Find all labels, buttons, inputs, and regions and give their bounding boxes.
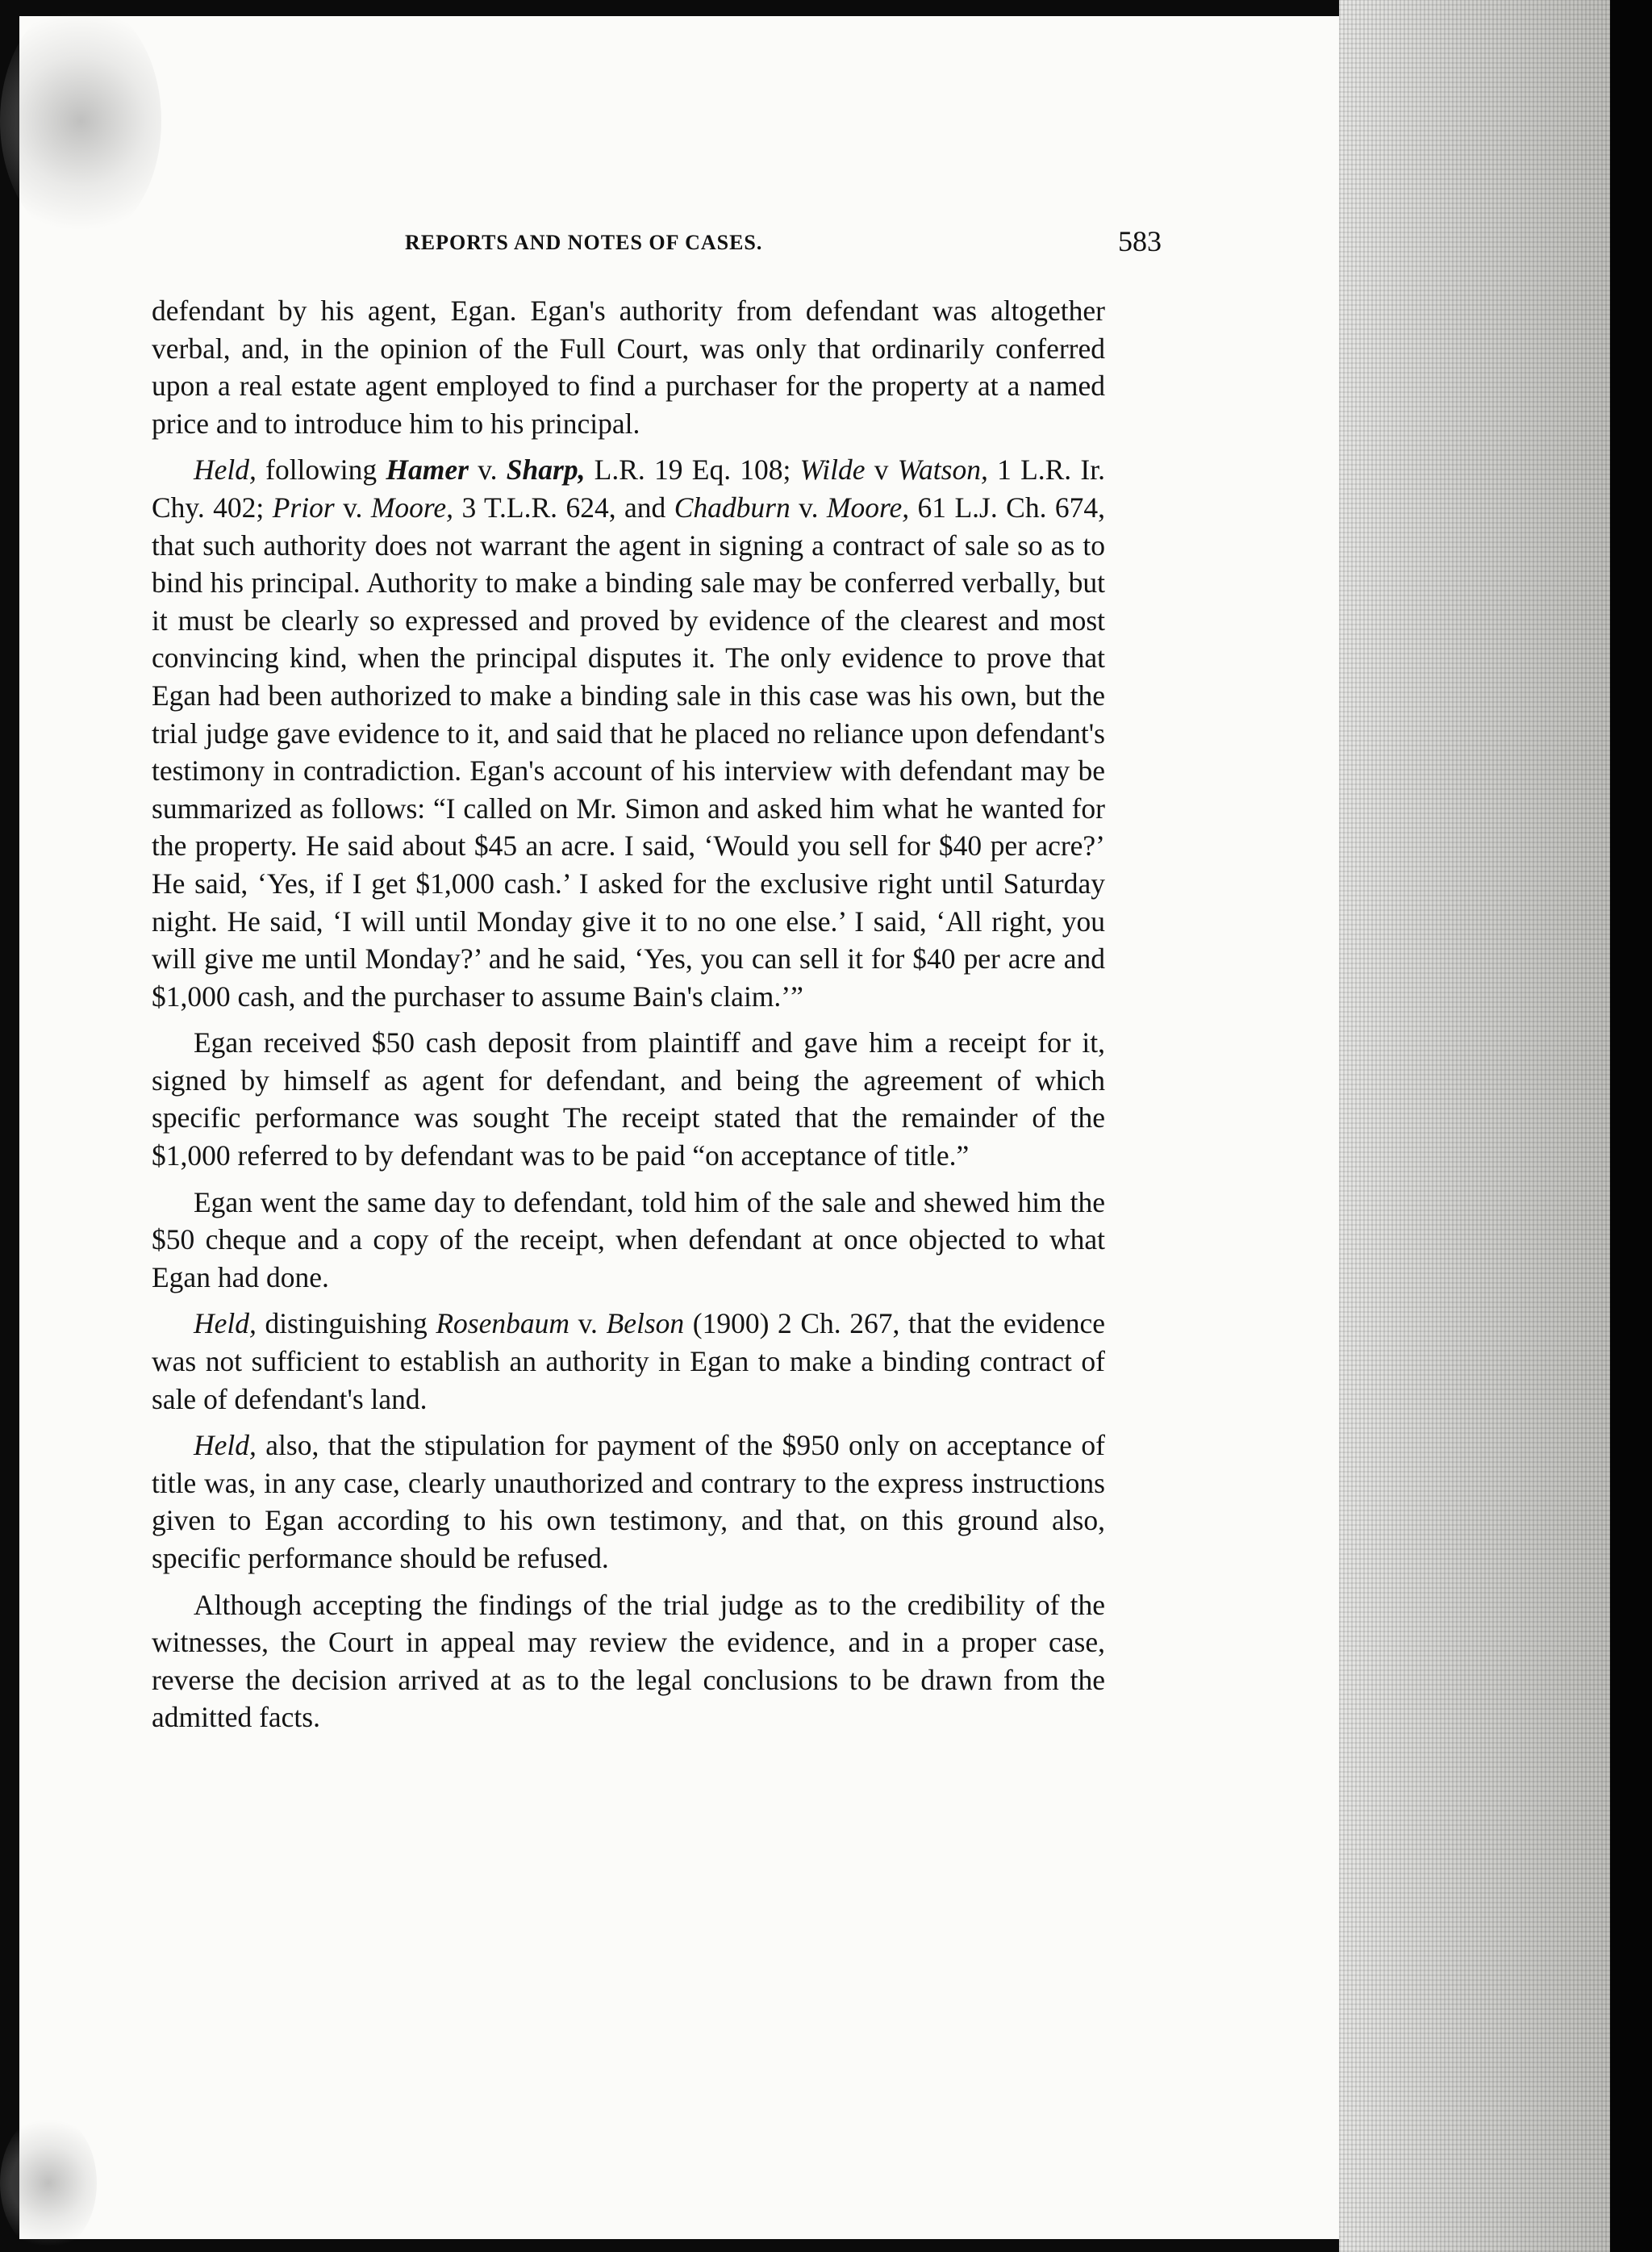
paragraph-continuation [152,292,1105,442]
case-name: Sharp, [506,453,586,487]
case-name: Watson, [897,453,988,487]
case-name: Moore, [826,491,910,524]
page-body [152,292,1105,1745]
paragraph-text: defendant by his agent, Egan. Egan's authority from defendant was altogether verbal, and, in the opinion of the Full Court, was only that ordinarily conferred upon a real estate agent employed to find a purchaser for the property at a named price and to introduce him to his principal. [152,295,1105,440]
paragraph-receipt [152,1024,1105,1174]
running-head: REPORTS AND NOTES OF CASES. [405,231,763,254]
held-label: Held, [194,1307,257,1340]
case-name: Rosenbaum [436,1307,569,1340]
text-run: following [256,453,386,487]
text-run: v. [569,1307,607,1340]
text-run: v. [790,491,827,524]
paragraph-same-day [152,1184,1105,1297]
scan-smudge-bottom-left [0,2114,97,2252]
text-run: 3 T.L.R. 624, and [453,491,674,524]
paragraph-text: Although accepting the findings of the trial judge as to the credibility of the witnesses, the Court in appeal may review the evidence, and in a proper case, reverse the decision arrived at as to the legal conclusions to be drawn from the admitted facts. [152,1588,1105,1734]
text-run: 1 L.R. Ir. Chy. 402; [152,453,1105,524]
text-run: L.R. 19 Eq. 108; [585,453,800,487]
text-run: (1900) 2 Ch. 267, that the evidence was not sufficient to establish an authority in Egan to make a binding contract of sale of defendant's land. [152,1307,1105,1415]
paragraph-text: Egan went the same day to defendant, told him of the sale and shewed him the $50 cheque and a copy of the receipt, when defendant at once objected to what Egan had done. [152,1185,1105,1293]
case-name: Chadburn [674,491,791,524]
held-label: Held, [194,1429,257,1462]
paragraph-held-distinguishing [152,1305,1105,1418]
paragraph-held-following [152,451,1105,1015]
text-run: distinguishing [256,1307,436,1340]
paragraph-text: Egan received $50 cash deposit from plaintiff and gave him a receipt for it, signed by himself as agent for defendant, and being the agreement of which specific performance was sought The receipt stated that the remainder of the $1,000 referred to by defendant was to be paid “on acceptance of title.” [152,1026,1105,1172]
case-name: Moore, [370,491,454,524]
page-number: 583 [1118,225,1162,257]
scan-noise-margin [1339,0,1610,2252]
case-name: Belson [606,1307,685,1340]
text-run: v. [334,491,371,524]
paragraph-held-also [152,1427,1105,1577]
case-name: Hamer [386,453,469,487]
text-run: also, that the stipulation for payment of the $950 only on acceptance of title was, in any case, clearly unauthorized and contrary to the express instructions given to Egan according to his own testimony, and that, on this ground also, specific performance should be refused. [152,1429,1105,1574]
page-header [152,219,1184,268]
case-name: Prior [272,491,335,524]
scan-smudge-top-left [0,0,161,242]
text-run: v. [468,453,507,487]
case-name: Wilde [799,453,866,487]
scan-dark-edge [1610,0,1652,2252]
held-label: Held, [194,453,257,487]
paragraph-appeal-review [152,1586,1105,1736]
text-run: 61 L.J. Ch. 674, that such authority does not warrant the agent in signing a contract of sale so as to bind his principal. Authority to make a binding sale may be conferred verbally, but it must be clearly so expressed and proved by evidence of the clearest and most convincing kind, when the principal disputes it. The only evidence to prove that Egan had been authorized to make a binding sale in this case was his own, but the trial judge gave evidence to it, and said that he placed no reliance upon defendant's testimony in contradiction. Egan's account of his interview with defendant may be summarized as follows: “I called on Mr. Simon and asked him what he wanted for the property. He said about $45 an acre. I said, ‘Would you sell for $40 per acre?’ He said, ‘Yes, if I get $1,000 cash.’ I asked for the exclusive right until Saturday night. He said, ‘I will until Monday give it to no one else.’ I said, ‘All right, you will give me until Monday?’ and he said, ‘Yes, you can sell it for $40 per acre and $1,000 cash, and the purchaser to assume Bain's claim.’” [152,491,1105,1013]
text-run: v [865,453,898,487]
